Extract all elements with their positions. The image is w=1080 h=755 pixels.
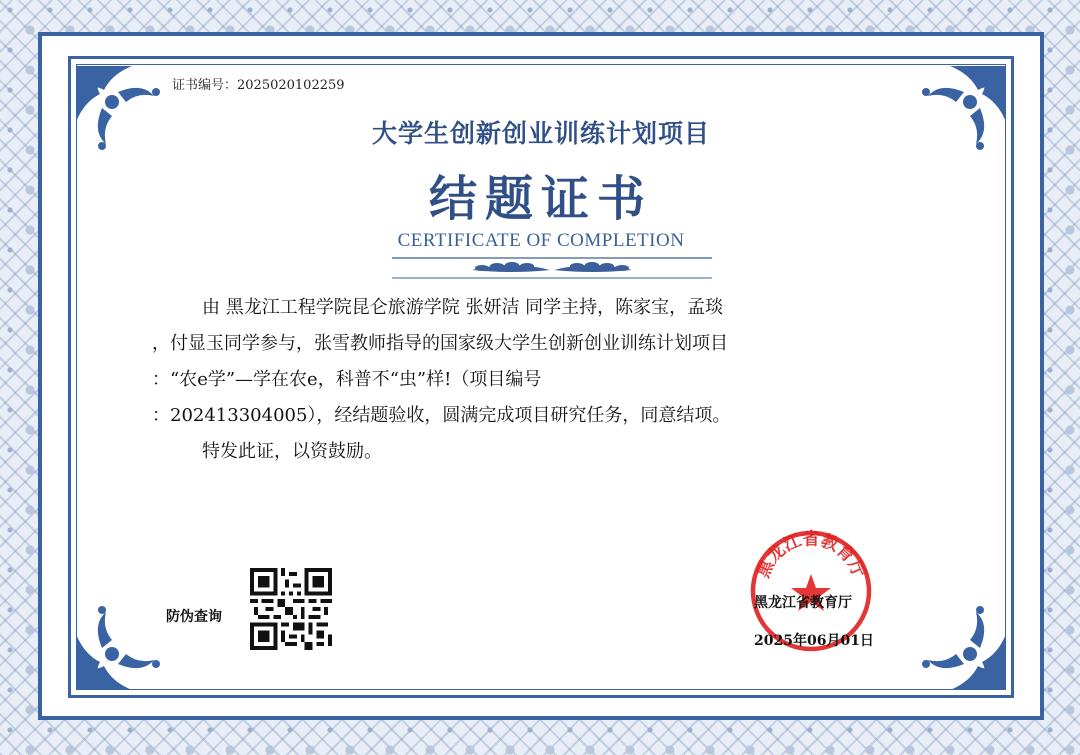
qr-code[interactable] (250, 568, 332, 650)
english-title: CERTIFICATE OF COMPLETION (397, 230, 685, 251)
corner-ornament-icon (72, 598, 168, 694)
certificate-body (152, 290, 932, 470)
certificate-number: 证书编号：2025020102259 (172, 78, 345, 93)
body-line: 特发此证，以资鼓励。 (202, 441, 382, 462)
corner-ornament-icon (914, 598, 1010, 694)
certificate-title: 结题证书 (428, 171, 653, 227)
body-line: ：“农e学”—学在农e，科普不“虫”样!（项目编号 (152, 369, 542, 390)
certificate-panel (38, 32, 1044, 720)
issuer-name: 黑龙江省教育厅 (754, 595, 852, 611)
body-line: ：202413304005），经结题验收，圆满完成项目研究任务，同意结项。 (152, 405, 731, 426)
laurel-divider-icon (392, 254, 712, 280)
qr-label: 防伪查询 (166, 609, 222, 625)
svg-text:黑龙江省教育厅: 黑龙江省教育厅 (753, 529, 869, 581)
project-title: 大学生创新创业训练计划项目 (371, 119, 710, 148)
body-line: 由 黑龙江工程学院昆仑旅游学院 张妍洁 同学主持，陈家宝，孟琰 (202, 297, 724, 318)
body-line: ，付显玉同学参与，张雪教师指导的国家级大学生创新创业训练计划项目 (152, 333, 728, 354)
issue-date: 2025年06月01日 (754, 633, 874, 649)
